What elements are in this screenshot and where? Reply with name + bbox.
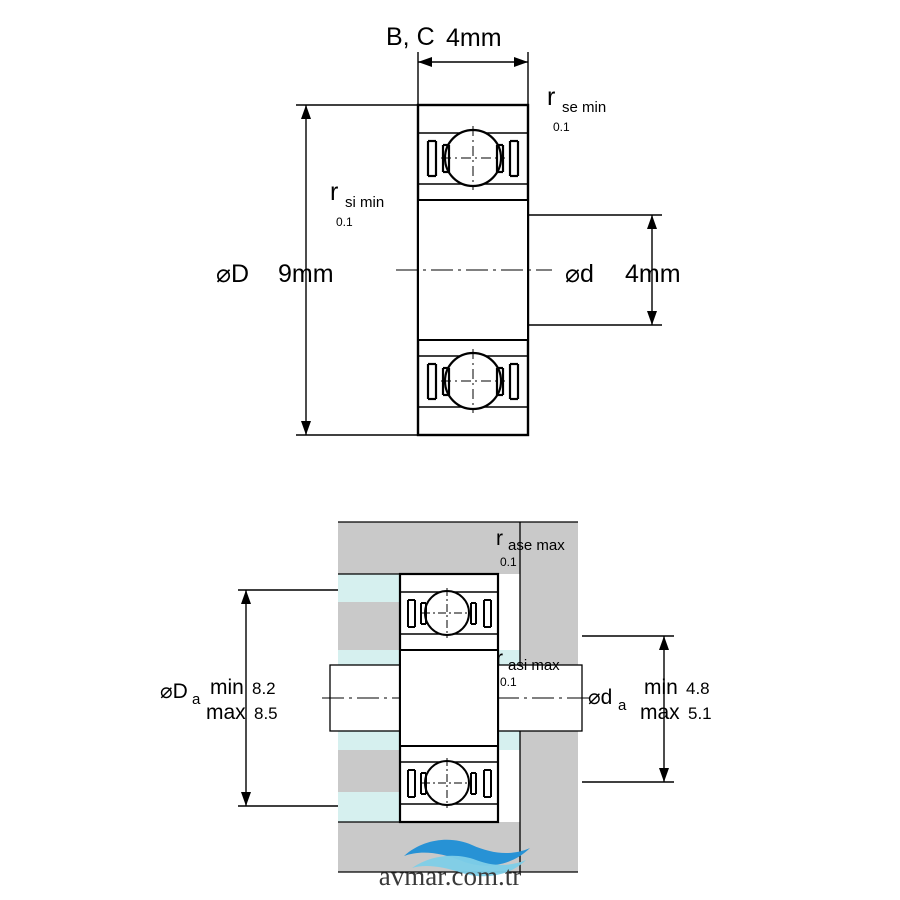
r-si-min-sub: si min xyxy=(345,194,385,211)
shaft-min-value: 4.8 xyxy=(686,679,710,698)
r-asi-max-label: r xyxy=(496,647,503,670)
width-label: B, C xyxy=(386,23,435,51)
r-ase-max-label: r xyxy=(496,527,503,550)
r-si-min-label: r xyxy=(330,178,339,206)
housing-min-label: min xyxy=(210,676,244,699)
shaft-max-value: 5.1 xyxy=(688,704,712,723)
housing-dia-sub: a xyxy=(192,691,201,708)
housing-max-label: max xyxy=(206,701,246,724)
r-se-min-callout xyxy=(547,83,606,134)
housing-dia-symbol: ⌀D xyxy=(160,680,188,703)
housing-max-value: 8.5 xyxy=(254,704,278,723)
width-dimension xyxy=(418,52,528,108)
r-ase-max-value: 0.1 xyxy=(500,555,517,569)
outer-dia-symbol: ⌀D xyxy=(216,260,250,288)
housing-min-value: 8.2 xyxy=(252,679,276,698)
outer-dia-value: 9mm xyxy=(278,260,334,288)
shaft-max-label: max xyxy=(640,701,680,724)
bore-symbol: ⌀d xyxy=(565,260,594,288)
width-value: 4mm xyxy=(446,24,502,52)
r-se-min-sub: se min xyxy=(562,99,607,116)
r-ase-max-sub: ase max xyxy=(508,537,565,554)
bore-value: 4mm xyxy=(625,260,681,288)
r-si-min-value: 0.1 xyxy=(336,215,353,229)
bottom-view-group xyxy=(160,522,712,872)
r-asi-max-sub: asi max xyxy=(508,657,560,674)
shaft-dia-sub: a xyxy=(618,697,627,714)
r-se-min-value: 0.1 xyxy=(553,120,570,134)
top-view-group xyxy=(216,23,681,435)
r-se-min-label: r xyxy=(547,83,556,111)
r-si-min-callout xyxy=(330,178,384,229)
r-asi-max-value: 0.1 xyxy=(500,675,517,689)
shaft-dia-symbol: ⌀d xyxy=(588,686,613,709)
shaft-min-label: min xyxy=(644,676,678,699)
watermark-text: avmar.com.tr xyxy=(378,861,522,891)
